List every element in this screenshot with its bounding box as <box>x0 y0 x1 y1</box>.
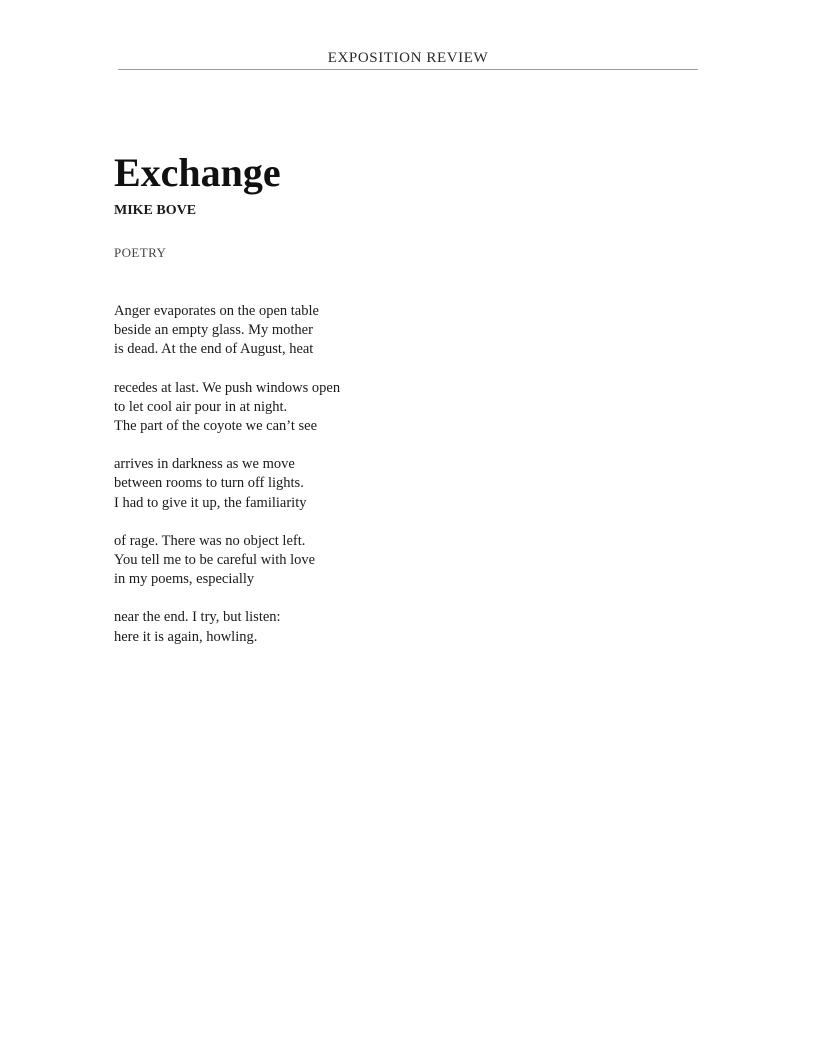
stanza <box>114 379 534 437</box>
poem-body <box>114 302 534 666</box>
poem-line: beside an empty glass. My mother <box>114 322 313 339</box>
poem-line: between rooms to turn off lights. <box>114 475 304 492</box>
poem-line: in my poems, especially <box>114 571 255 588</box>
poem-line: You tell me to be careful with love <box>114 552 316 569</box>
stanza <box>114 455 534 513</box>
stanza <box>114 608 534 646</box>
poem-line: here it is again, howling. <box>114 628 258 645</box>
poem-line: to let cool air pour in at night. <box>114 398 288 415</box>
page-title: Exchange <box>114 150 281 195</box>
poem-line: is dead. At the end of August, heat <box>114 341 314 358</box>
poem-line: I had to give it up, the familiarity <box>114 494 307 511</box>
poem-line: recedes at last. We push windows open <box>114 379 341 396</box>
poem-line: near the end. I try, but listen: <box>114 609 281 626</box>
stanza <box>114 302 534 360</box>
poem-line: The part of the coyote we can’t see <box>114 418 318 435</box>
poem-line: Anger evaporates on the open table <box>114 303 319 319</box>
category-label: POETRY <box>114 245 167 260</box>
author-name: MIKE BOVE <box>114 203 197 218</box>
stanza <box>114 532 534 590</box>
poem-line: arrives in darkness as we move <box>114 456 295 473</box>
running-header: EXPOSITION REVIEW <box>118 49 698 70</box>
poem-line: of rage. There was no object left. <box>114 532 306 549</box>
